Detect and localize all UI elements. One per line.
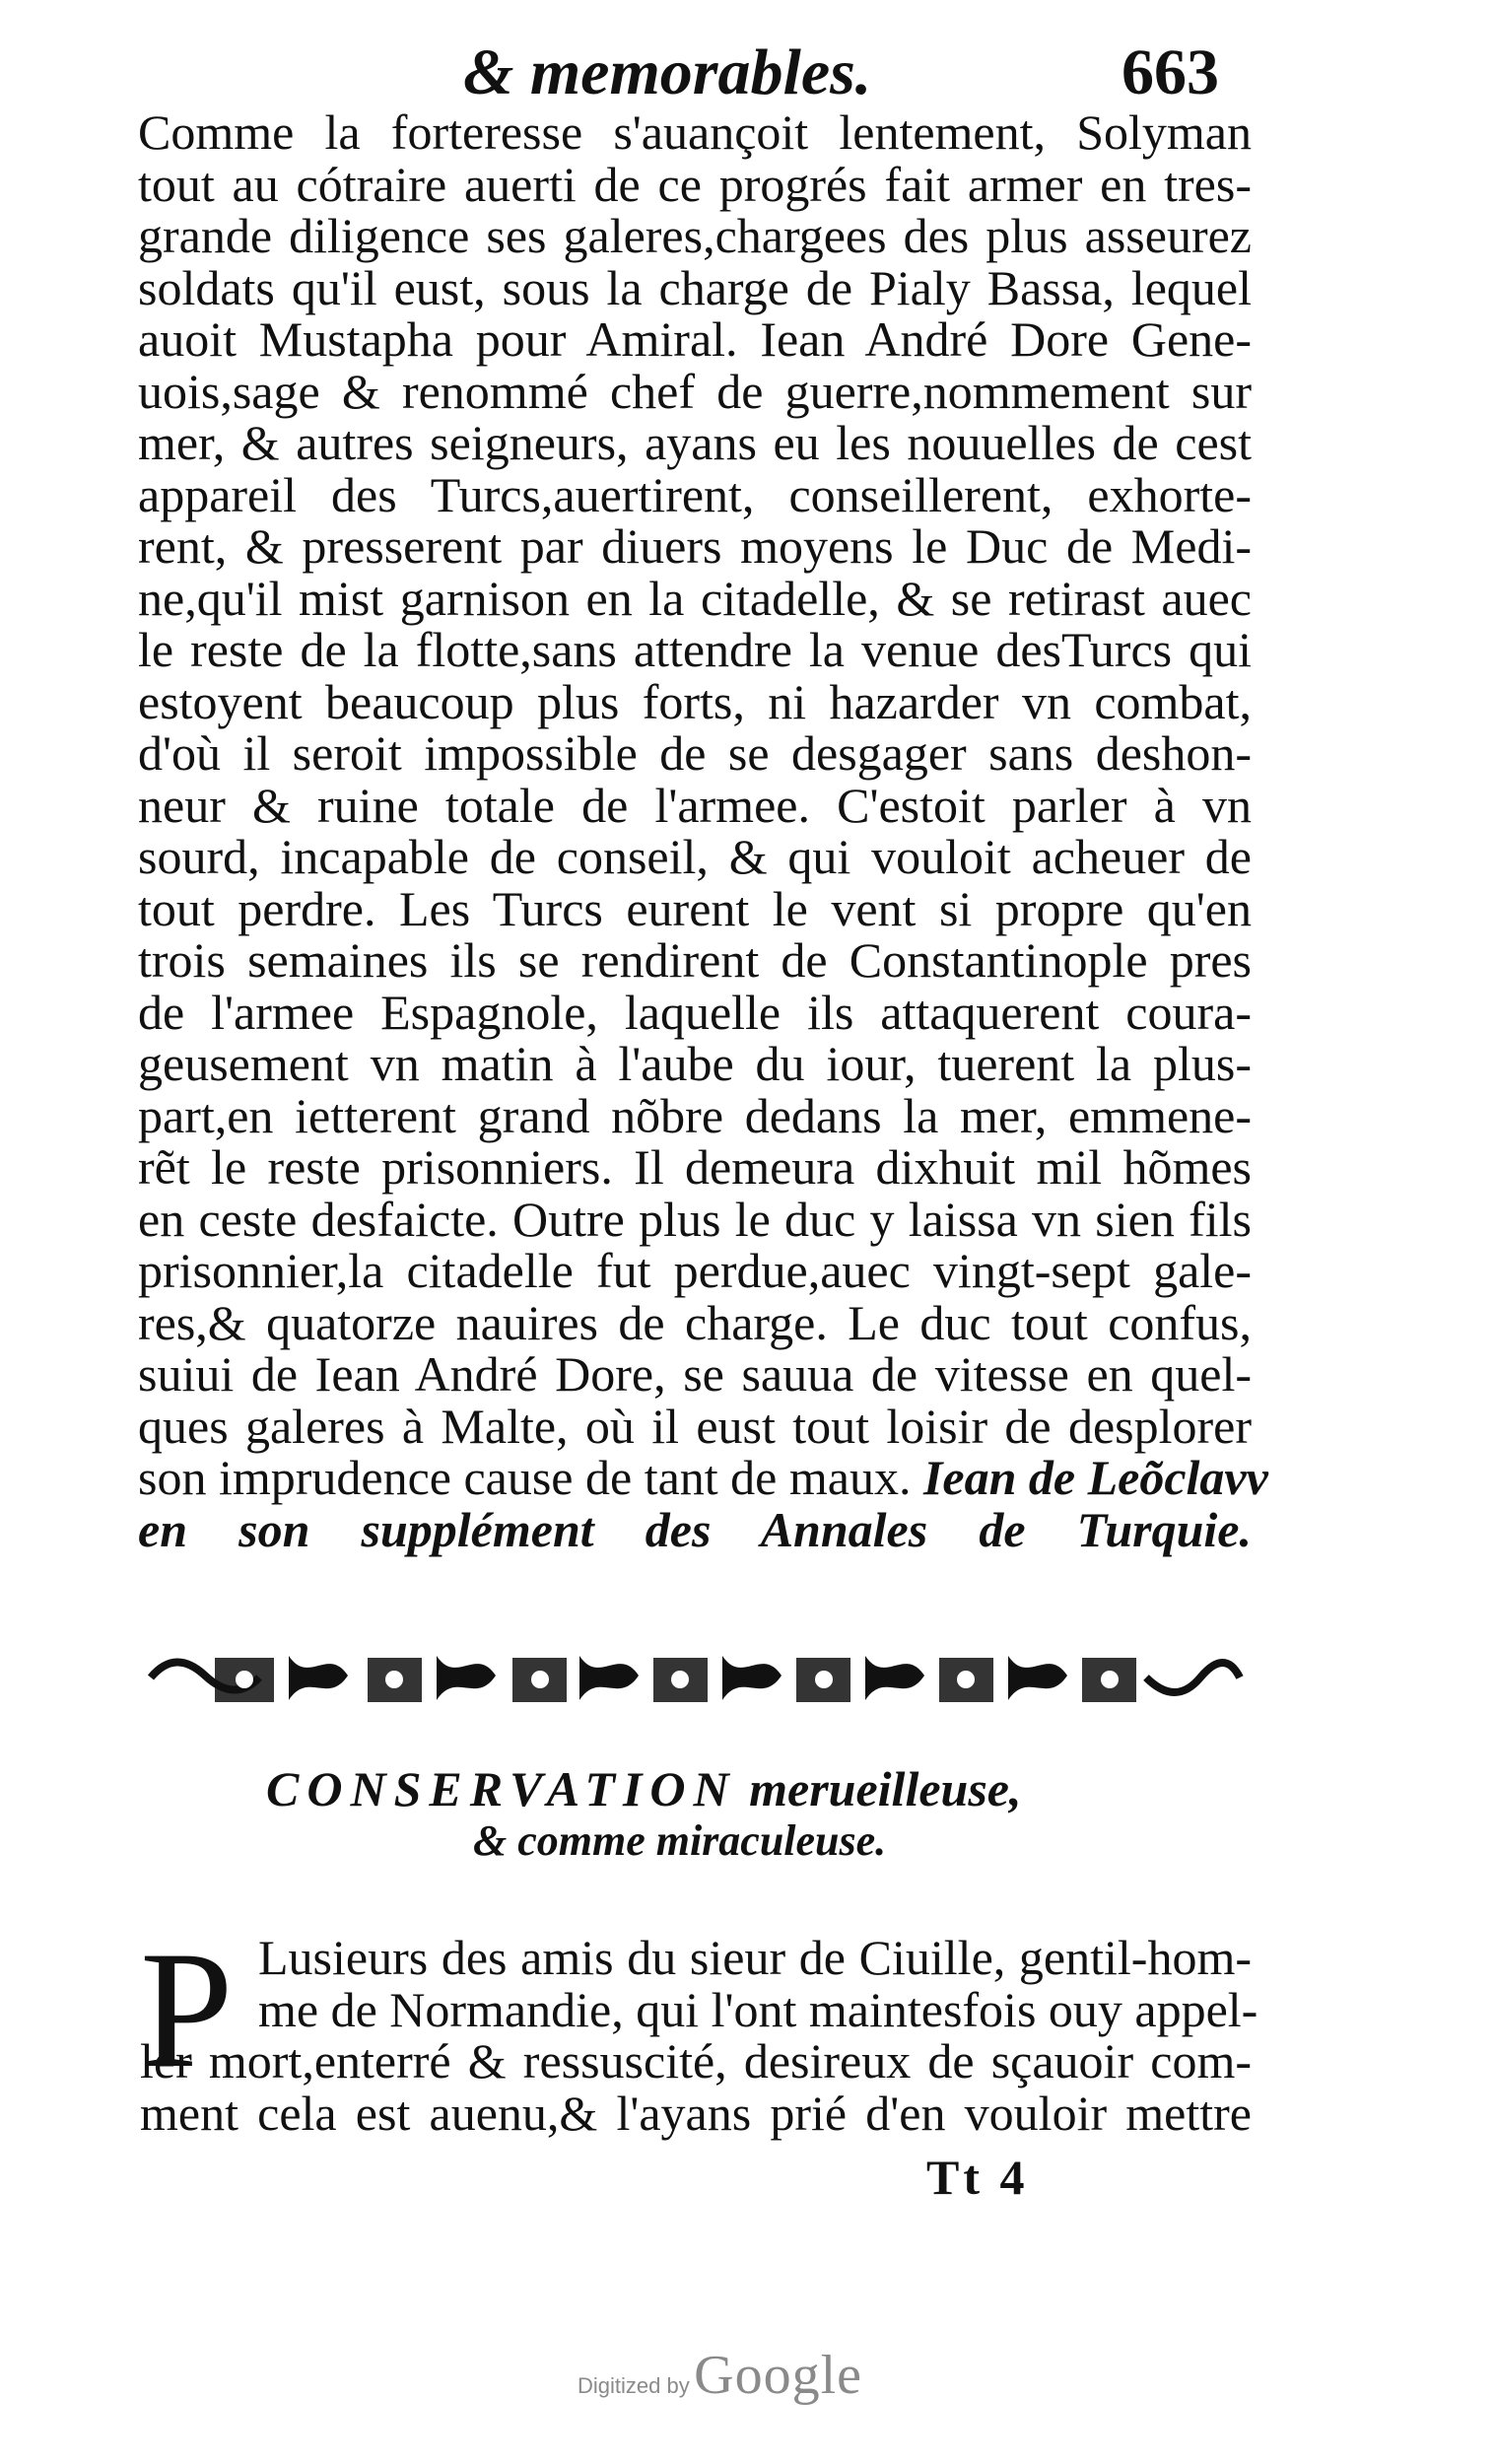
signature-mark: Tt 4 xyxy=(926,2150,1029,2205)
text-line: ques galeres à Malte, où il eust tout loisir de desplorer xyxy=(138,1398,1252,1454)
citation-inline: Iean de Leõclavv xyxy=(922,1450,1268,1505)
text-line: appareil des Turcs,auertirent, conseillerent, exhorte- xyxy=(138,466,1252,522)
text-line: soldats qu'il eust, sous la charge de Pialy Bassa, lequel xyxy=(138,259,1252,315)
text-line: le reste de la flotte,sans attendre la venue desTurcs qui xyxy=(138,622,1252,677)
main-paragraph xyxy=(138,104,1268,1557)
text-line: tout au cótraire auerti de ce progrés fait armer en tres- xyxy=(138,156,1252,212)
text-line: suiui de Iean André Dore, se sauua de vitesse en quel- xyxy=(138,1346,1252,1402)
text-line: res,& quatorze nauires de charge. Le duc tout confus, xyxy=(138,1294,1252,1350)
text-line: Lusieurs des amis du sieur de Ciuille, gentil-hom- xyxy=(258,1930,1252,1985)
running-title: & memorables. xyxy=(463,36,872,108)
text-line: Comme la forteresse s'auançoit lentement, Solyman xyxy=(138,104,1252,160)
digitization-watermark xyxy=(578,2344,862,2407)
section-subheading: & comme miraculeuse. xyxy=(473,1816,887,1865)
text-line-segment: son imprudence cause de tant de maux. xyxy=(138,1450,912,1505)
text-line: prisonnier,la citadelle fut perdue,auec vingt-sept gale- xyxy=(138,1243,1252,1298)
section-heading-rest: merueilleuse, xyxy=(749,1761,1022,1816)
section-heading-caps: CONSERVATION xyxy=(266,1761,737,1816)
text-line: sourd, incapable de conseil, & qui vouloit acheuer de xyxy=(138,829,1252,884)
text-line: ne,qu'il mist garnison en la citadelle, & se retirast auec xyxy=(138,570,1252,626)
text-line: tout perdre. Les Turcs eurent le vent si propre qu'en xyxy=(138,880,1252,936)
text-line: part,en ietterent grand nõbre dedans la mer, emmene- xyxy=(138,1087,1252,1143)
decorative-ornament-band xyxy=(146,1638,1245,1723)
citation-line: en son supplément des Annales de Turquie. xyxy=(138,1501,1252,1557)
text-line: auoit Mustapha pour Amiral. Iean André Dore Gene- xyxy=(138,311,1252,367)
text-line: geusement vn matin à l'aube du iour, tuerent la plus- xyxy=(138,1036,1252,1091)
running-head xyxy=(0,35,1496,114)
digitized-by-label: Digitized by xyxy=(578,2373,690,2398)
second-paragraph xyxy=(140,1917,1258,2141)
text-line xyxy=(138,1450,1268,1505)
text-line: uois,sage & renommé chef de guerre,nommement sur xyxy=(138,363,1252,419)
text-line: en ceste desfaicte. Outre plus le duc y laissa vn sien fils xyxy=(138,1191,1252,1247)
text-line: rẽt le reste prisonniers. Il demeura dixhuit mil hõmes xyxy=(138,1139,1252,1195)
text-line: me de Normandie, qui l'ont maintesfois ouy appel- xyxy=(258,1981,1258,2037)
page-number: 663 xyxy=(1122,36,1219,108)
drop-cap: P xyxy=(140,1917,234,2102)
text-line: ler mort,enterré & ressuscité, desireux de sçauoir com- xyxy=(140,2033,1252,2088)
text-line: rent, & presserent par diuers moyens le Duc de Medi- xyxy=(138,518,1252,574)
google-logo: Google xyxy=(694,2345,863,2406)
text-line: grande diligence ses galeres,chargees des plus asseurez xyxy=(138,208,1252,263)
text-line: mer, & autres seigneurs, ayans eu les nouuelles de cest xyxy=(138,415,1252,470)
text-line: estoyent beaucoup plus forts, ni hazarder vn combat, xyxy=(138,673,1252,729)
text-line: d'où il seroit impossible de se desgager sans deshon- xyxy=(138,725,1252,781)
text-line: neur & ruine totale de l'armee. C'estoit parler à vn xyxy=(138,777,1252,833)
text-line: de l'armee Espagnole, laquelle ils attaquerent coura- xyxy=(138,984,1252,1040)
section-heading xyxy=(266,1760,1022,1817)
text-line: trois semaines ils se rendirent de Constantinople pres xyxy=(138,932,1252,988)
text-line: ment cela est auenu,& l'ayans prié d'en vouloir mettre xyxy=(140,2085,1252,2141)
